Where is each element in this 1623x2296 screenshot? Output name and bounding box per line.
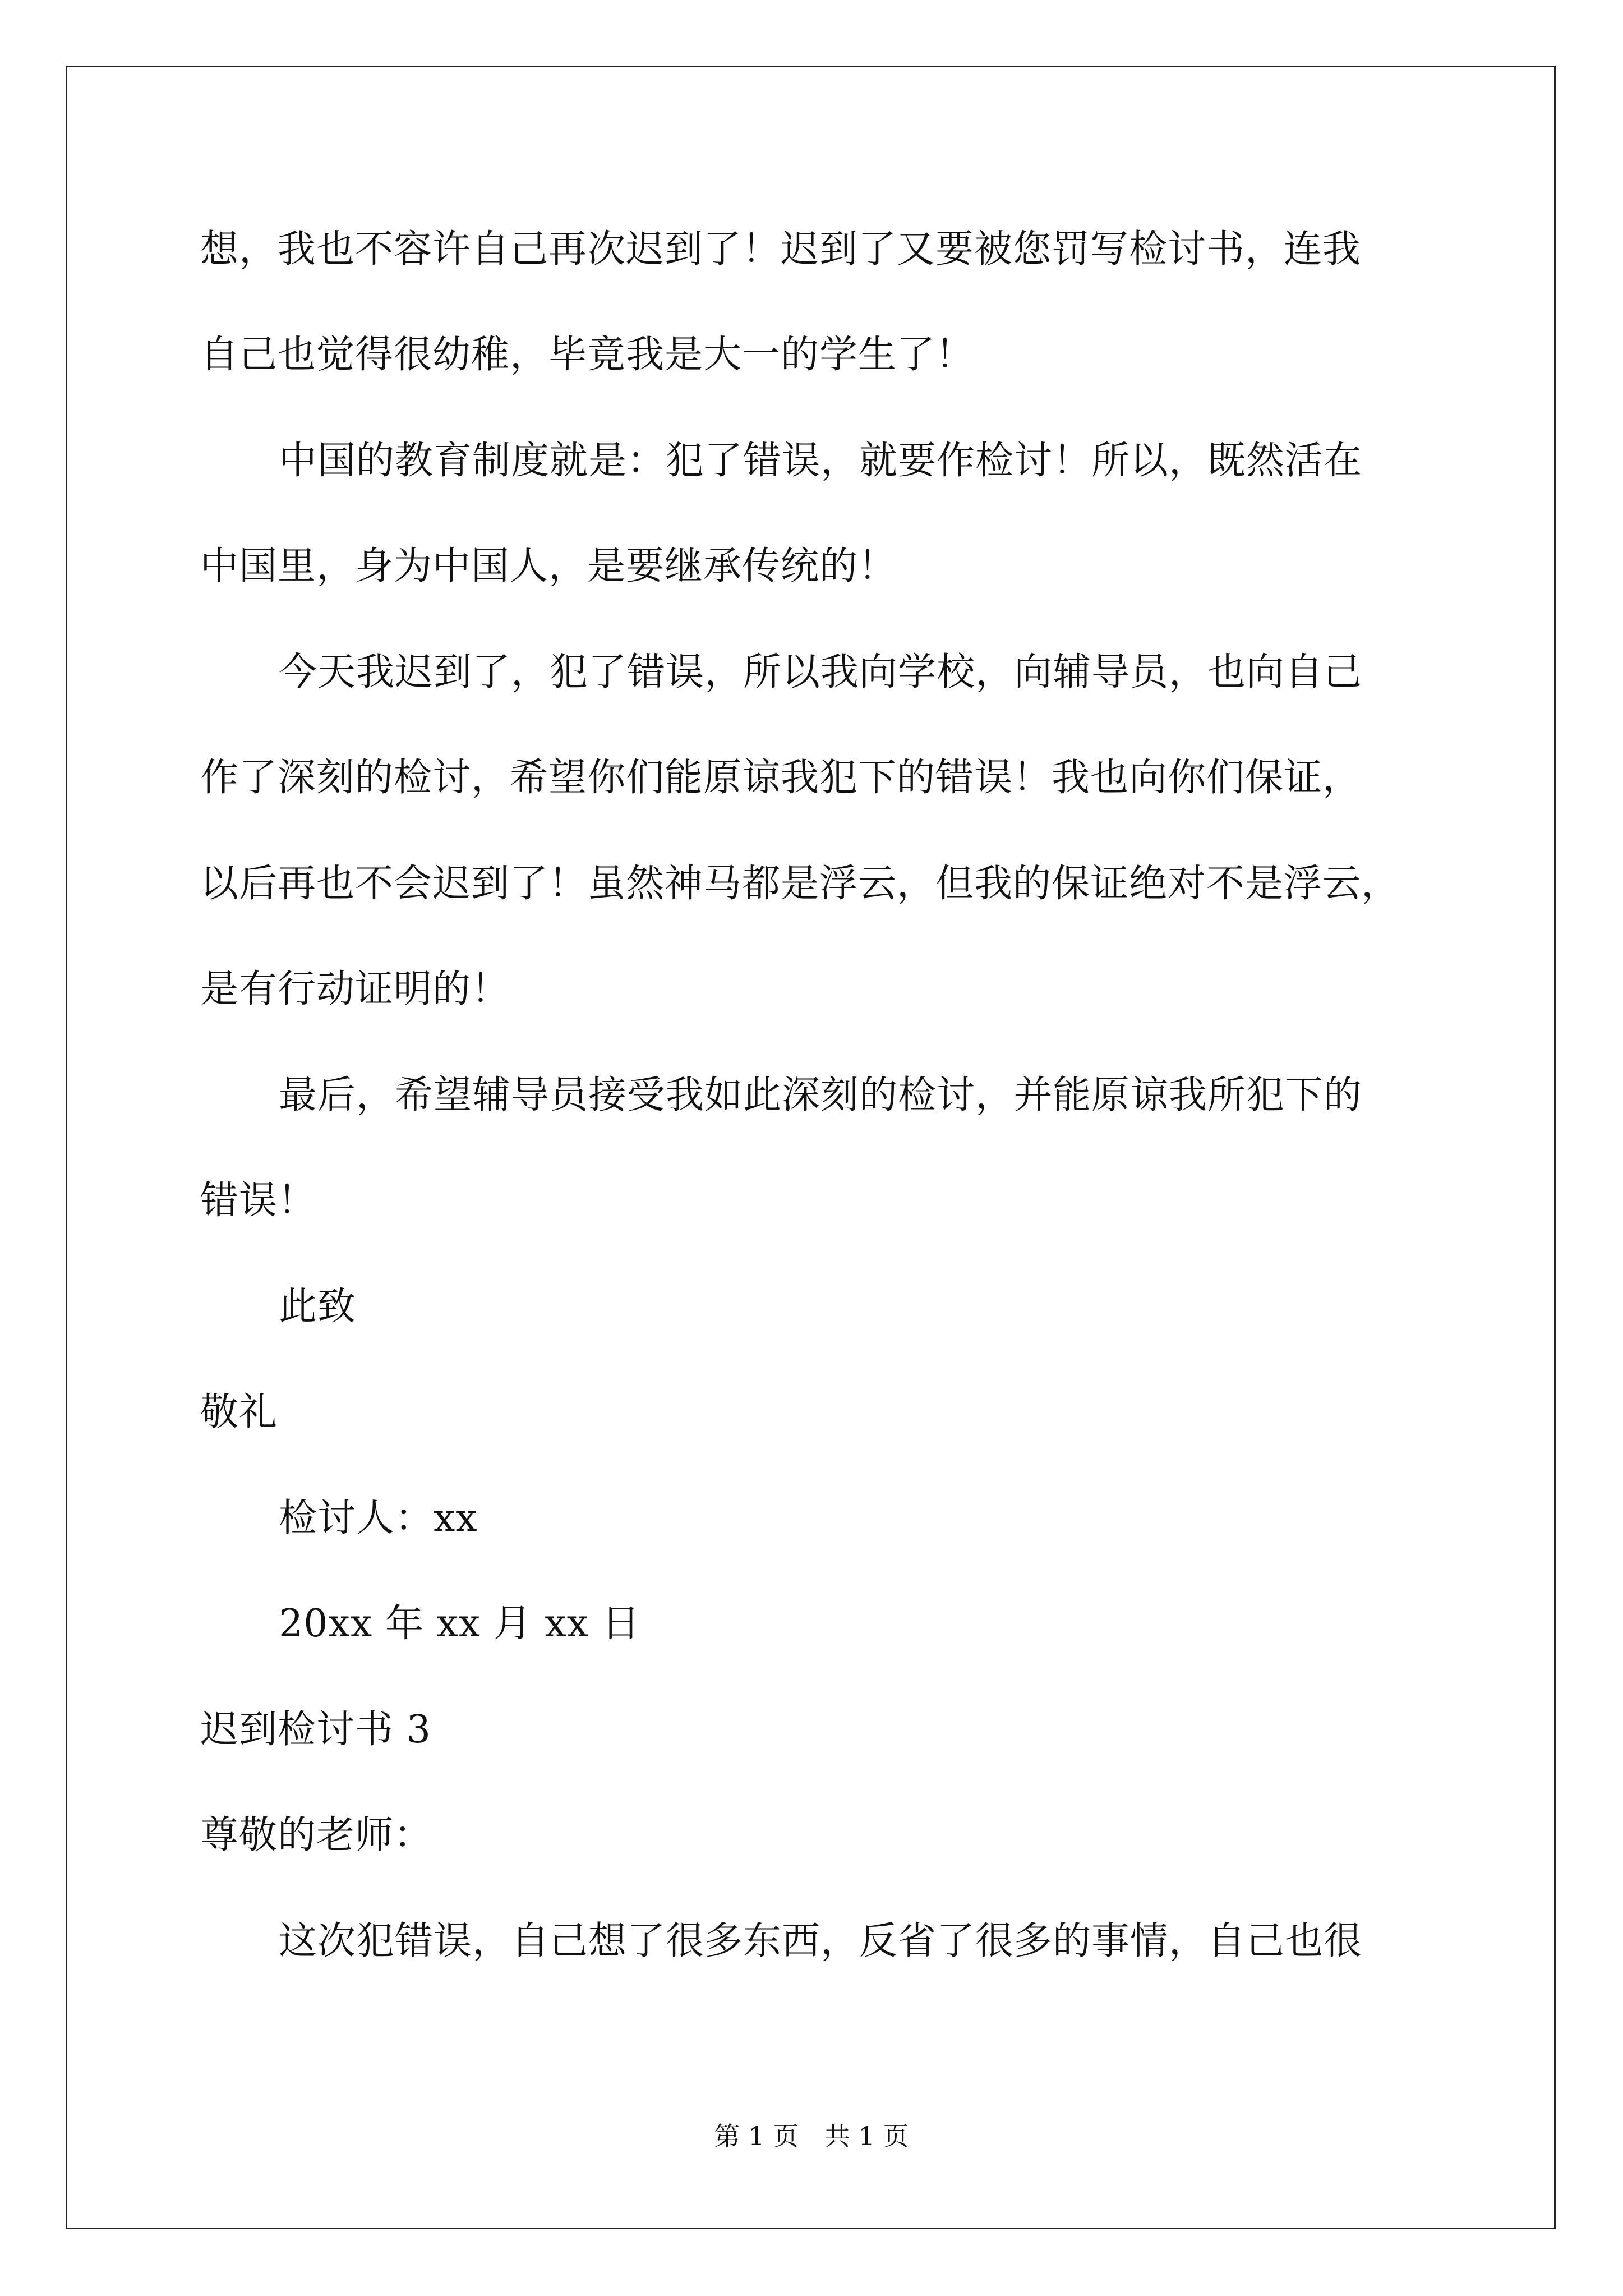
closing-respect: 敬礼 [200, 1390, 278, 1434]
closing-salutation: 此致 [279, 1285, 357, 1329]
date-line: 20xx 年 xx 月 xx 日 [279, 1602, 640, 1646]
text-line-9: 最后，希望辅导员接受我如此深刻的检讨，并能原谅我所犯下的 [279, 1073, 1363, 1117]
page-border [66, 66, 1556, 2229]
text-line-5: 今天我迟到了，犯了错误，所以我向学校，向辅导员，也向自己 [279, 650, 1363, 694]
text-line-10: 错误！ [200, 1179, 317, 1223]
text-line-2: 自己也觉得很幼稚，毕竟我是大一的学生了！ [200, 333, 975, 377]
page-footer: 第 1 页 共 1 页 [714, 2121, 909, 2151]
text-line-6: 作了深刻的检讨，希望你们能原谅我犯下的错误！我也向你们保证， [200, 756, 1362, 800]
greeting-line: 尊敬的老师： [200, 1813, 433, 1857]
section-title: 迟到检讨书 3 [200, 1708, 431, 1752]
text-line-1: 想，我也不容许自己再次迟到了！迟到了又要被您罚写检讨书，连我 [200, 227, 1362, 272]
text-line-3: 中国的教育制度就是：犯了错误，就要作检讨！所以，既然活在 [279, 439, 1363, 483]
text-line-17: 这次犯错误，自己想了很多东西，反省了很多的事情，自己也很 [279, 1919, 1363, 1963]
text-line-4: 中国里，身为中国人，是要继承传统的！ [200, 544, 897, 588]
signature-line: 检讨人：xx [279, 1496, 478, 1540]
text-line-7: 以后再也不会迟到了！虽然神马都是浮云，但我的保证绝对不是浮云， [200, 862, 1400, 906]
text-line-8: 是有行动证明的！ [200, 967, 510, 1011]
